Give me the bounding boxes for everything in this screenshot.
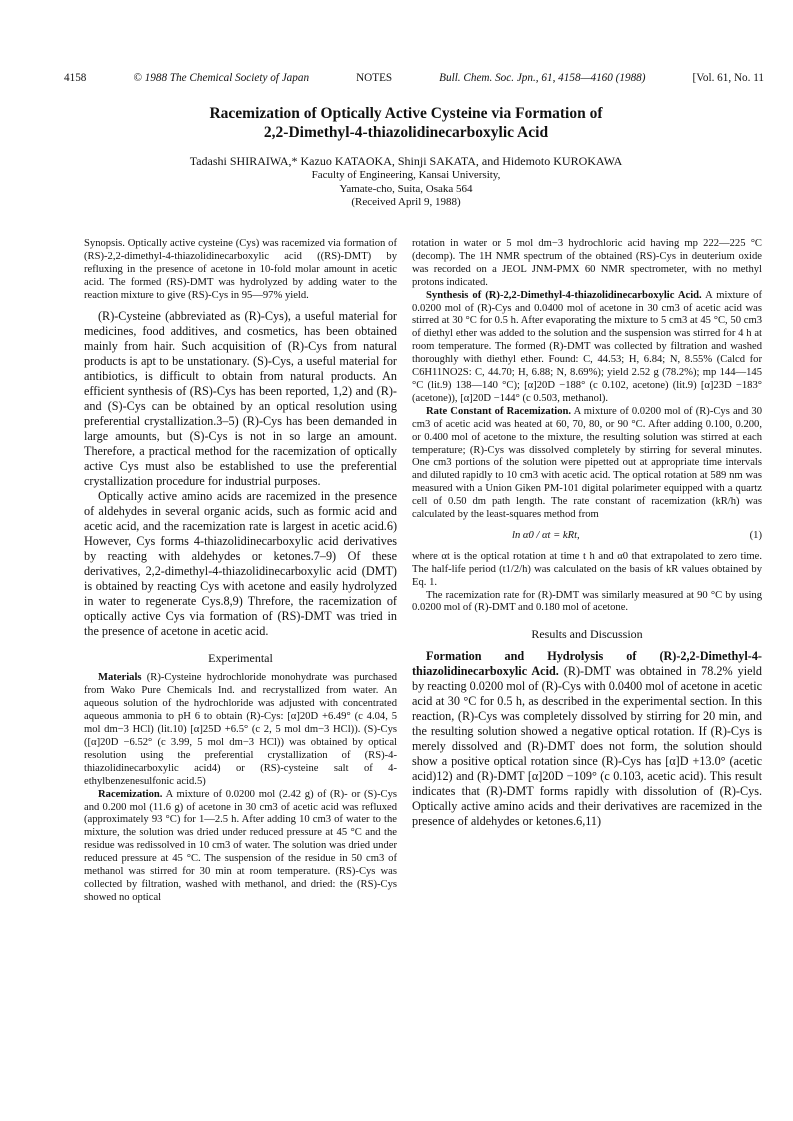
article-title-line-2: 2,2-Dimethyl-4-thiazolidinecarboxylic Acid [263,124,549,141]
section-label: NOTES [356,72,393,84]
affiliation-line-2: Yamate-cho, Suita, Osaka 564 [339,182,473,195]
synthesis-paragraph [412,290,762,406]
equation-number: (1) [749,529,762,541]
rate-text: A mixture of 0.0200 mol of (R)-Cys and 30 cm3 of acetic acid was heated at 60, 70, 80, or 90 °C. After adding 0.100, 0.200, or 0.400 mol of acetone to the mixture, the resulting solution was stirred at each temperature; (R)-Cys was dissolved completely by stirring for several minutes. One cm3 portions of the solution were pipetted out at appropriate time intervals and diluted rapidly to 10 cm3 with acetic acid. The optical rotation at 589 nm was measured with a Union Giken PM-101 digital polarimeter equipped with a quartz cell of 0.50 dm path length. The rate constant of racemization (kR/h) was calculated by the least-squares method from [412,405,762,521]
volume-issue: [Vol. 61, No. 11 [692,72,764,84]
rate-paragraph [412,406,762,522]
materials-run-in: Materials [98,672,142,684]
materials-text: (R)-Cysteine hydrochloride monohydrate was purchased from Wako Pure Chemicals Ind. and recrystallized from water. An aqueous solution of the hydrochloride was adjusted with concentrated aqueous ammonia to pH 6 to obtain (R)-Cys: [α]20D +6.49° (c 4.04, 5 mol dm−3 HCl) (lit.10) [α]25D +6.5° (c 2, 5 mol dm−3 HCl)). (S)-Cys ([α]20D −6.52° (c 3.99, 5 mol dm−3 HCl)) was obtained by optical resolution using the preferential crystallization of (RS)-4-thiazolidinecarboxylic acid4) or (RS)-cysteine salt of 4-ethylbenzenesulfonic acid.5) [84,672,397,787]
after-equation-paragraph-1: where αt is the optical rotation at time t h and α0 that extrapolated to zero time. The half-life period (t1/2/h) was calculated on the basis of kR values obtained by Eq. 1. [412,550,762,588]
equation-text: ln α0 / αt = kRt, [512,529,580,541]
materials-paragraph [84,672,397,788]
intro-paragraph-2: Optically active amino acids are racemized in the presence of aldehydes in several organic acids, such as formic acid and acetic acid, and the racemization rate is largest in acetic acid.6) However, Cys forms 4-thiazolidinecarboxylic acid derivatives by reacting with aldehydes or ketones.7–9) Of these derivatives, 2,2-dimethyl-4-thiazolidinecarboxylic acid (DMT) is obtained by reacting Cys with acetone and easily hydrolyzed in water to regenerate Cys.8,9) Threfore, the racemization of optically active Cys via formation of (RS)-DMT was tried in the presence of acetone in acetic acid. [84,488,397,638]
copyright: © 1988 The Chemical Society of Japan [133,72,310,84]
results-heading: Results and Discussion [531,627,643,642]
left-column [84,238,397,905]
title-block [64,104,748,210]
affiliation [64,169,748,210]
synthesis-text: A mixture of 0.0200 mol of (R)-Cys and 0.0400 mol of acetone in 30 cm3 of acetic acid was stirred at 30 °C for 0.5 h. After evaporating the mixture to 5 cm3 at 45 °C, 50 cm3 of diethyl ether was added to the solution and the suspension was stirred for 4 h at room temperature. The formed (R)-DMT was collected by filtration and washed thoroughly with diethyl ether. Found: C, 44.53; H, 6.84; N, 8.55% (Calcd for C6H11NO2S: C, 44.70; H, 6.88; N, 8.69%); yield 2.52 g (78.2%); mp 144—145 °C (lit.9) 138—140 °C); [α]20D −188° (c 0.102, acetone) (lit.9) [α]23D −183° (acetone)), [α]20D −144° (c 0.503, methanol). [412,289,762,404]
racemization-paragraph [84,789,397,905]
running-header [64,72,764,84]
intro-paragraph-1: (R)-Cysteine (abbreviated as (R)-Cys), a useful material for medicines, food additives, and cosmetics, has been obtained mainly from hair. Such acquisition of (R)-Cys from natural products is apt to be unstationary. (S)-Cys, a useful material for antibiotics, is difficult to obtain from natural products. An efficient synthesis of (RS)-Cys has been reported, 1,2) and (R)- and (S)-Cys can be obtained by an optical resolution using preferential crystallization.3–5) (R)-Cys has been demanded in large amounts, but (S)-Cys is not in so large an amount. Therefore, a practical method for the racemization of optically active Cys must also be established to use the preferential crystallization procedure for industrial purposes. [84,308,397,488]
experimental-heading: Experimental [208,650,273,665]
formation-paragraph [412,649,762,829]
formation-run-in: Formation and Hydrolysis of (R)-2,2-Dimethyl-4-thiazolidinecarboxylic Acid. [412,649,762,679]
formation-text: (R)-DMT was obtained in 78.2% yield by reacting 0.0200 mol of (R)-Cys with 0.0400 mol of acetone in acetic acid at 30 °C for 0.5 h, as described in the experimental section. In this reaction, (R)-Cys was completely dissolved by stirring for 20 min, and the resulting solution showed a negative optical rotation. If (R)-Cys is merely dissolved and (R)-DMT does not form, the solution should show a positive optical rotation since (R)-Cys has [α]D +13.0° (acetic acid)12) and (R)-DMT [α]20D −109° (c 0.103, acetic acid). This result indicates that (R)-DMT forms rapidly with dissolution of (R)-Cys. Optically active amino acids and their derivatives are racemized in the presence of aldehydes or ketones.6,11) [412,664,762,829]
equation-1 [412,530,762,543]
racemization-text: A mixture of 0.0200 mol (2.42 g) of (R)- or (S)-Cys and 0.200 mol (11.6 g) of acetone in 30 cm3 of acetic acid was refluxed (approximately 93 °C) for 1—2.5 h. After adding 10 cm3 of water to the mixture, the solution was dried under reduced pressure at 45 °C and the residue was redissolved in 10 cm3 of water. The solution was dried under reduced pressure at 45 °C. The suspension of the residue in 50 cm3 of methanol was stirred for 30 min at room temperature. (RS)-Cys was collected by filtration, washed with methanol, and dried: the (RS)-Cys showed no optical [84,788,397,903]
page-number: 4158 [64,72,87,84]
article-title-line-1: Racemization of Optically Active Cysteine via Formation of [209,105,603,122]
continued-paragraph: rotation in water or 5 mol dm−3 hydrochloric acid having mp 222—225 °C (decomp). The 1H NMR spectrum of the obtained (RS)-Cys in deuterium oxide was recorded on a JEOL JNM-PMX 60 NMR spectrometer, with no methyl protons indicated. [412,238,762,288]
synopsis: Synopsis. Optically active cysteine (Cys) was racemized via formation of (RS)-2,2-dimethyl-4-thiazolidinecarboxylic acid ((RS)-DMT) by refluxing in the presence of acetone in 10-fold molar amount in acetic acid. The formed (RS)-DMT was hydrolyzed by adding water to the reaction mixture to give (RS)-Cys in 95—97% yield. [84,238,397,301]
after-equation-paragraph-2: The racemization rate for (R)-DMT was similarly measured at 90 °C by using 0.0200 mol of (R)-DMT and 0.180 mol of acetone. [412,589,762,614]
affiliation-line-1: Faculty of Engineering, Kansai University, [311,169,501,181]
right-column [412,238,762,829]
racemization-run-in: Racemization. [98,788,163,800]
synthesis-run-in: Synthesis of (R)-2,2-Dimethyl-4-thiazolidinecarboxylic Acid. [426,289,702,301]
rate-run-in: Rate Constant of Racemization. [426,405,572,417]
citation: Bull. Chem. Soc. Jpn., 61, 4158—4160 (1988) [439,72,646,84]
author-list: Tadashi SHIRAIWA,* Kazuo KATAOKA, Shinji SAKATA, and Hidemoto KUROKAWA [189,154,623,168]
received-date: (Received April 9, 1988) [351,196,461,208]
